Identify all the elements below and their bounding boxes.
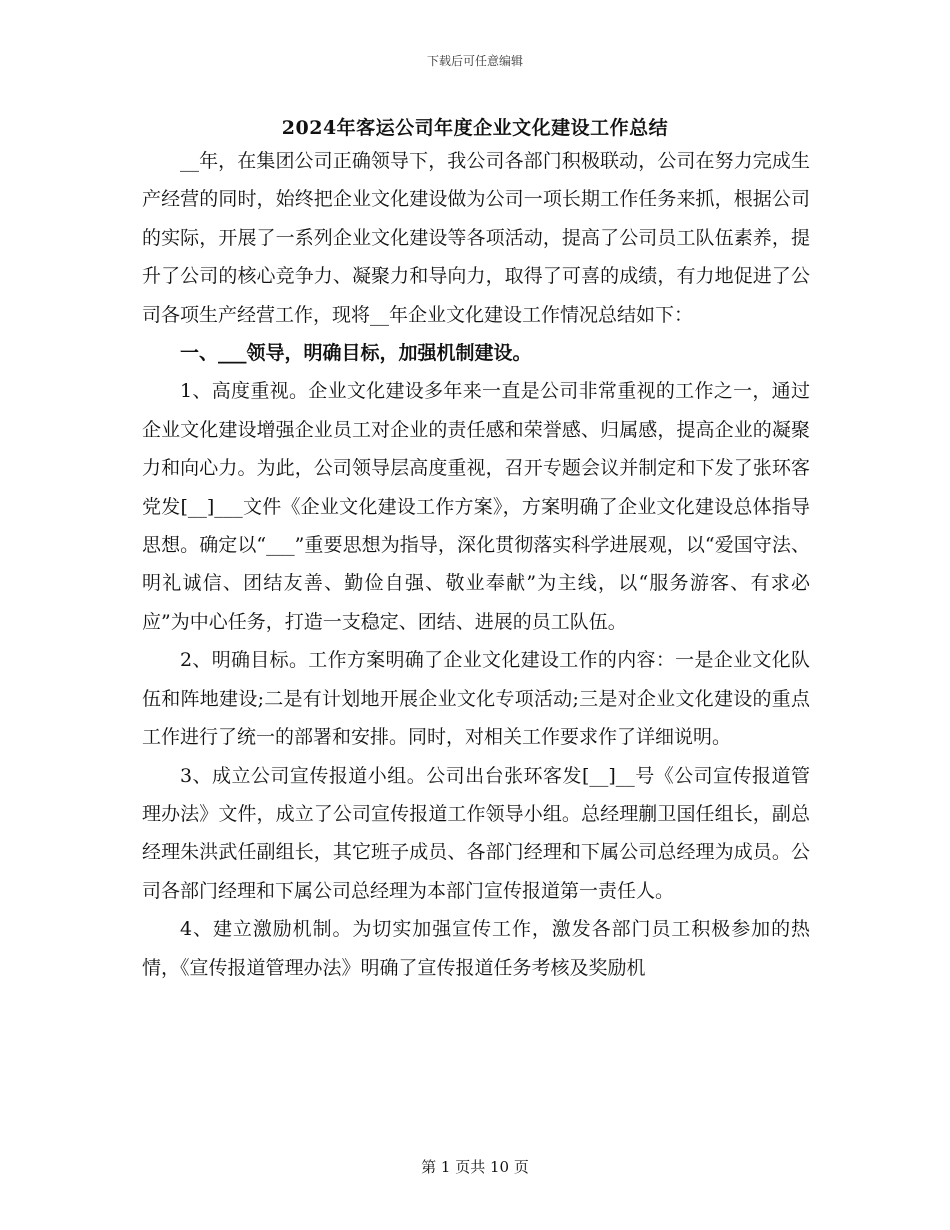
body-paragraph: 4、建立激励机制。为切实加强宣传工作，激发各部门员工积极参加的热情，《宣传报道管理办法》明确了宣传报道任务考核及奖励机	[142, 918, 810, 979]
page-number: 第 1 页共 10 页	[421, 1158, 529, 1176]
body-paragraph: 3、成立公司宣传报道小组。公司出台张环客发[__]__号《公司宣传报道管理办法》文件，成立了公司宣传报道工作领导小组。总经理蒯卫国任组长，副总经理朱洪武任副组长，其它班子成员、各部门经理和下属公司总经理为成员。公司各部门经理和下属公司总经理为本部门宣传报道第一责任人。	[142, 764, 810, 902]
body-paragraph: 2、明确目标。工作方案明确了企业文化建设工作的内容：一是企业文化队伍和阵地建设;二是有计划地开展企业文化专项活动;三是对企业文化建设的重点工作进行了统一的部署和安排。同时，对相关工作要求作了详细说明。	[142, 649, 810, 749]
document-title: 2024年客运公司年度企业文化建设工作总结	[281, 117, 669, 139]
document-body	[142, 142, 810, 987]
body-paragraph: 1、高度重视。企业文化建设多年来一直是公司非常重视的工作之一，通过企业文化建设增强企业员工对企业的责任感和荣誉感、归属感，提高企业的凝聚力和向心力。为此，公司领导层高度重视，召开专题会议并制定和下发了张环客党发[__]___文件《企业文化建设工作方案》，方案明确了企业文化建设总体指导思想。确定以“___”重要思想为指导，深化贯彻落实科学进展观，以“爱国守法、明礼诚信、团结友善、勤俭自强、敬业奉献”为主线，以“服务游客、有求必应”为中心任务，打造一支稳定、团结、进展的员工队伍。	[142, 380, 810, 633]
section-heading: 一、___领导，明确目标，加强机制建设。	[180, 342, 532, 365]
intro-paragraph: __年，在集团公司正确领导下，我公司各部门积极联动，公司在努力完成生产经营的同时，始终把企业文化建设做为公司一项长期工作任务来抓，根据公司的实际，开展了一系列企业文化建设等各项活动，提高了公司员工队伍素养，提升了公司的核心竞争力、凝聚力和导向力，取得了可喜的成绩，有力地促进了公司各项生产经营工作，现将__年企业文化建设工作情况总结如下：	[142, 150, 810, 326]
page-header-note: 下载后可任意编辑	[426, 54, 523, 68]
